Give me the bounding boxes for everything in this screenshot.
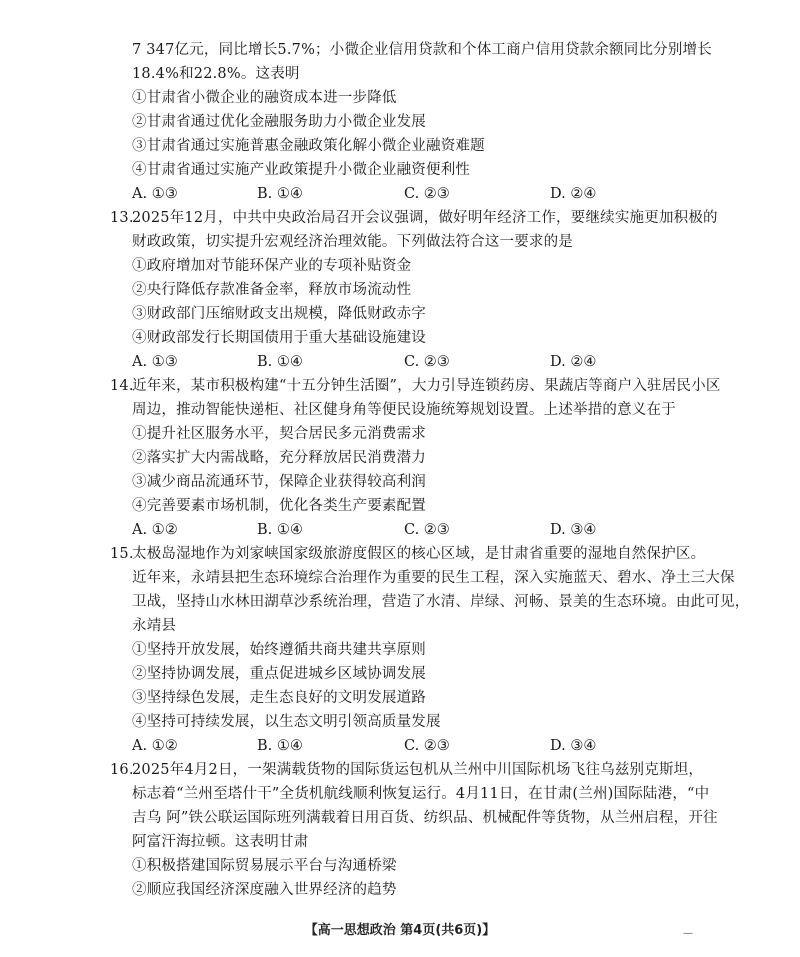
- choice-d: D. ②④: [550, 354, 597, 370]
- question-16: [110, 758, 732, 902]
- option-3: ③坚持绿色发展，走生态良好的文明发展道路: [132, 690, 426, 706]
- option-3: ③减少商品流通环节，保障企业获得较高利润: [132, 474, 426, 490]
- question-text-line: 近年来，某市积极构建“十五分钟生活圈”，大力引导连锁药房、果蔬店等商户入驻居民小区: [132, 378, 721, 394]
- choice-d: D. ③④: [550, 522, 597, 538]
- choice-d: D. ③④: [550, 738, 597, 754]
- choice-d: D. ②④: [550, 186, 597, 202]
- answer-choices: [132, 734, 732, 758]
- option-2: ②甘肃省通过优化金融服务助力小微企业发展: [132, 114, 426, 130]
- question-text-line: 7 347亿元，同比增长5.7%；小微企业信用贷款和个体工商户信用贷款余额同比分别增长: [132, 42, 712, 58]
- question-text-line: 永靖县: [132, 618, 177, 634]
- option-3: ③财政部门压缩财政支出规模，降低财政赤字: [132, 306, 426, 322]
- question-text-line: 2025年12月，中共中央政治局召开会议强调，做好明年经济工作，要继续实施更加积极的: [132, 210, 718, 226]
- question-text-line: 18.4%和22.8%。这表明: [132, 66, 300, 82]
- page-footer: 【高一思想政治 第4页(共6页)】: [304, 923, 496, 938]
- question-text-line: 周边，推动智能快递柜、社区健身角等便民设施统筹规划设置。上述举措的意义在于: [132, 402, 676, 418]
- choice-a: A. ①②: [132, 738, 178, 754]
- choice-b: B. ①④: [257, 186, 303, 202]
- option-4: ④完善要素市场机制，优化各类生产要素配置: [132, 498, 426, 514]
- option-2: ②央行降低存款准备金率，释放市场流动性: [132, 282, 412, 298]
- question-first-line: [110, 542, 732, 566]
- question-text-line: 近年来，永靖县把生态环境综合治理作为重要的民生工程，深入实施蓝天、碧水、净土三大保: [132, 570, 735, 586]
- option-2: ②坚持协调发展，重点促进城乡区域协调发展: [132, 666, 426, 682]
- question-number: 15.: [110, 546, 134, 562]
- answer-choices: [132, 518, 732, 542]
- question-text-line: 标志着“兰州至塔什干”全货机航线顺利恢复运行。4月11日，在甘肃(兰州)国际陆港，“中: [132, 786, 710, 802]
- choice-b: B. ①④: [257, 354, 303, 370]
- question-text-line: 吉乌 阿”铁公联运国际班列满载着日用百货、纺织品、机械配件等货物，从兰州启程，开往: [132, 810, 718, 826]
- question-first-line: [110, 758, 732, 782]
- choice-b: B. ①④: [257, 522, 303, 538]
- question-13: [110, 206, 732, 374]
- question-number: 13.: [110, 210, 134, 226]
- choice-a: A. ①③: [132, 354, 178, 370]
- option-1: ①坚持开放发展，始终遵循共商共建共享原则: [132, 642, 426, 658]
- question-text-line: 太极岛湿地作为刘家峡国家级旅游度假区的核心区域，是甘肃省重要的湿地自然保护区。: [132, 546, 706, 562]
- question-text-line: 卫战，坚持山水林田湖草沙系统治理，营造了水清、岸绿、河畅、景美的生态环境。由此可见，: [132, 594, 750, 610]
- option-4: ④坚持可持续发展，以生态文明引领高质量发展: [132, 714, 441, 730]
- question-text-line: 2025年4月2日，一架满载货物的国际货运包机从兰州中川国际机场飞往乌兹别克斯坦，: [132, 762, 704, 778]
- question-text-line: 阿富汗海拉顿。这表明甘肃: [132, 834, 309, 850]
- question-number: 14.: [110, 378, 134, 394]
- page-content: [110, 38, 750, 902]
- choice-c: C. ②③: [404, 522, 450, 538]
- question-15: [110, 542, 750, 758]
- option-1: ①提升社区服务水平，契合居民多元消费需求: [132, 426, 426, 442]
- corner-mark: —: [683, 928, 693, 939]
- choice-a: A. ①③: [132, 186, 178, 202]
- option-4: ④财政部发行长期国债用于重大基础设施建设: [132, 330, 426, 346]
- answer-choices: [132, 350, 732, 374]
- choice-a: A. ①②: [132, 522, 178, 538]
- option-2: ②落实扩大内需战略，充分释放居民消费潜力: [132, 450, 426, 466]
- question-text-line: 财政政策，切实提升宏观经济治理效能。下列做法符合这一要求的是: [132, 234, 573, 250]
- option-1: ①甘肃省小微企业的融资成本进一步降低: [132, 90, 397, 106]
- option-3: ③甘肃省通过实施普惠金融政策化解小微企业融资难题: [132, 138, 485, 154]
- option-2: ②顺应我国经济深度融入世界经济的趋势: [132, 882, 397, 898]
- choice-c: C. ②③: [404, 186, 450, 202]
- choice-b: B. ①④: [257, 738, 303, 754]
- option-1: ①积极搭建国际贸易展示平台与沟通桥梁: [132, 858, 397, 874]
- question-first-line: [110, 374, 732, 398]
- question-first-line: [110, 206, 732, 230]
- question-number: 16.: [110, 762, 134, 778]
- question-14: [110, 374, 732, 542]
- option-1: ①政府增加对节能环保产业的专项补贴资金: [132, 258, 412, 274]
- option-4: ④甘肃省通过实施产业政策提升小微企业融资便利性: [132, 162, 471, 178]
- question-12-continuation: [132, 38, 732, 206]
- choice-c: C. ②③: [404, 738, 450, 754]
- answer-choices: [132, 182, 732, 206]
- choice-c: C. ②③: [404, 354, 450, 370]
